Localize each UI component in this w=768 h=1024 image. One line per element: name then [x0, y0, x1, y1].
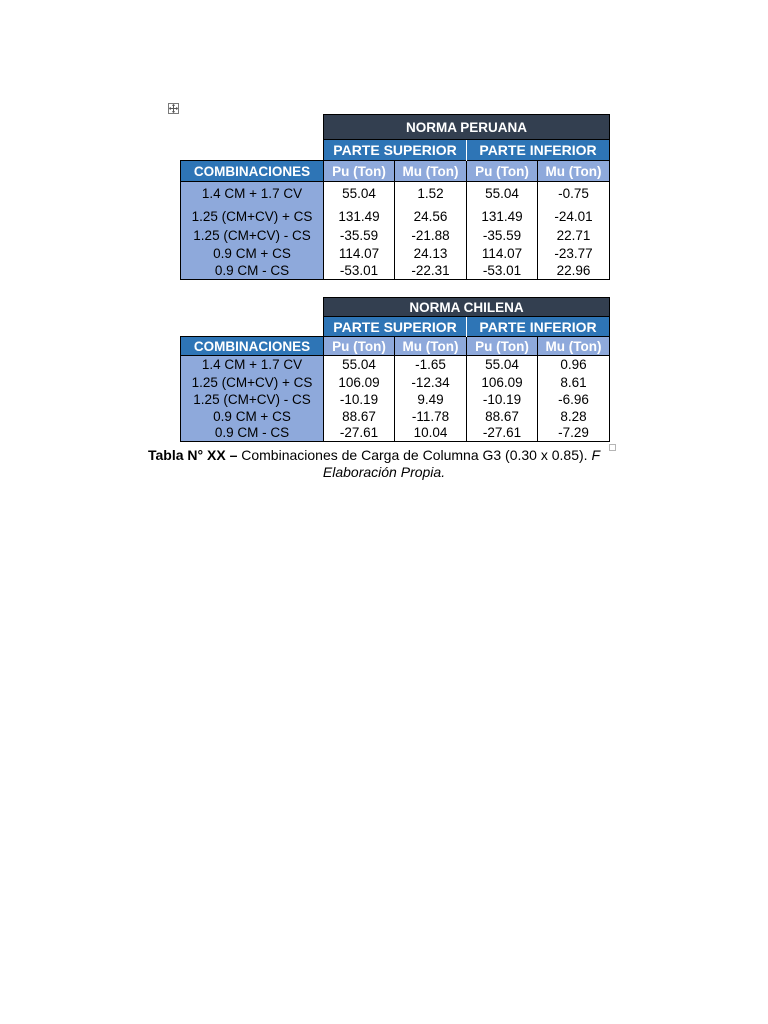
table-caption	[0, 447, 768, 481]
mu-inf-value: -6.96	[538, 391, 610, 408]
table-norma-chilena	[180, 297, 610, 442]
mu-inf-value: 22.96	[538, 262, 610, 280]
mu-sup-header: Mu (Ton)	[395, 161, 467, 182]
parte-row	[181, 317, 610, 337]
pu-sup-value: 55.04	[324, 182, 395, 206]
mu-sup-value: 1.52	[395, 182, 467, 206]
pu-inf-value: -27.61	[467, 425, 538, 442]
blank-cell	[181, 140, 324, 161]
pu-inf-value: -35.59	[467, 227, 538, 245]
blank-cell	[181, 317, 324, 337]
combination-label: 0.9 CM + CS	[181, 408, 324, 425]
mu-sup-value: -21.88	[395, 227, 467, 245]
mu-inf-value: -0.75	[538, 182, 610, 206]
caption-line-2: Elaboración Propia.	[322, 464, 446, 480]
pu-sup-header: Pu (Ton)	[324, 337, 395, 356]
norma-title: NORMA PERUANA	[324, 115, 610, 140]
combination-label: 1.4 CM + 1.7 CV	[181, 356, 324, 374]
pu-sup-value: -27.61	[324, 425, 395, 442]
parte-superior-header: PARTE SUPERIOR	[324, 317, 467, 337]
pu-sup-value: 131.49	[324, 206, 395, 227]
parte-inferior-header: PARTE INFERIOR	[467, 317, 610, 337]
parte-row	[181, 140, 610, 161]
mu-inf-header: Mu (Ton)	[538, 337, 610, 356]
mu-inf-value: 22.71	[538, 227, 610, 245]
norma-title: NORMA CHILENA	[324, 298, 610, 317]
combinaciones-header: COMBINACIONES	[181, 337, 324, 356]
pu-sup-value: 106.09	[324, 374, 395, 391]
mu-sup-value: 24.13	[395, 245, 467, 262]
combination-label: 1.25 (CM+CV) - CS	[181, 391, 324, 408]
combination-label: 0.9 CM - CS	[181, 425, 324, 442]
pu-inf-value: -53.01	[467, 262, 538, 280]
table-row	[181, 227, 610, 245]
mu-sup-header: Mu (Ton)	[395, 337, 467, 356]
combination-label: 1.25 (CM+CV) + CS	[181, 206, 324, 227]
table-row	[181, 206, 610, 227]
pu-inf-value: 55.04	[467, 356, 538, 374]
mu-sup-value: 24.56	[395, 206, 467, 227]
pu-inf-header: Pu (Ton)	[467, 337, 538, 356]
caption-line-1	[0, 447, 758, 464]
mu-inf-value: 8.61	[538, 374, 610, 391]
title-row	[181, 298, 610, 317]
mu-sup-value: -12.34	[395, 374, 467, 391]
table-row	[181, 245, 610, 262]
caption-suffix: F	[587, 447, 601, 463]
blank-cell	[181, 115, 324, 140]
column-header-row	[181, 161, 610, 182]
mu-sup-value: 9.49	[395, 391, 467, 408]
table-row	[181, 356, 610, 374]
table-row	[181, 408, 610, 425]
pu-inf-value: 131.49	[467, 206, 538, 227]
mu-inf-value: -7.29	[538, 425, 610, 442]
pu-sup-value: -53.01	[324, 262, 395, 280]
mu-inf-value: -23.77	[538, 245, 610, 262]
title-row	[181, 115, 610, 140]
pu-sup-value: 88.67	[324, 408, 395, 425]
parte-superior-header: PARTE SUPERIOR	[324, 140, 467, 161]
pu-inf-value: 55.04	[467, 182, 538, 206]
pu-inf-value: 88.67	[467, 408, 538, 425]
blank-cell	[181, 298, 324, 317]
mu-inf-value: 8.28	[538, 408, 610, 425]
table-row	[181, 182, 610, 206]
combination-label: 0.9 CM - CS	[181, 262, 324, 280]
pu-inf-value: 106.09	[467, 374, 538, 391]
pu-inf-header: Pu (Ton)	[467, 161, 538, 182]
table-row	[181, 425, 610, 442]
pu-sup-value: -10.19	[324, 391, 395, 408]
mu-inf-value: -24.01	[538, 206, 610, 227]
caption-text: Combinaciones de Carga de Columna G3 (0.30 x 0.85).	[237, 447, 588, 463]
parte-inferior-header: PARTE INFERIOR	[467, 140, 610, 161]
pu-sup-value: -35.59	[324, 227, 395, 245]
mu-inf-header: Mu (Ton)	[538, 161, 610, 182]
caption-bold: Tabla N° XX –	[147, 447, 238, 463]
combination-label: 1.25 (CM+CV) - CS	[181, 227, 324, 245]
combination-label: 0.9 CM + CS	[181, 245, 324, 262]
mu-sup-value: -11.78	[395, 408, 467, 425]
mu-sup-value: 10.04	[395, 425, 467, 442]
mu-sup-value: -22.31	[395, 262, 467, 280]
pu-sup-value: 114.07	[324, 245, 395, 262]
table-move-handle-icon[interactable]	[168, 103, 179, 114]
mu-sup-value: -1.65	[395, 356, 467, 374]
pu-inf-value: -10.19	[467, 391, 538, 408]
table-norma-peruana	[180, 114, 610, 280]
table-row	[181, 374, 610, 391]
combinaciones-header: COMBINACIONES	[181, 161, 324, 182]
table-row	[181, 391, 610, 408]
column-header-row	[181, 337, 610, 356]
combination-label: 1.4 CM + 1.7 CV	[181, 182, 324, 206]
pu-sup-header: Pu (Ton)	[324, 161, 395, 182]
pu-inf-value: 114.07	[467, 245, 538, 262]
table-row	[181, 262, 610, 280]
combination-label: 1.25 (CM+CV) + CS	[181, 374, 324, 391]
pu-sup-value: 55.04	[324, 356, 395, 374]
mu-inf-value: 0.96	[538, 356, 610, 374]
